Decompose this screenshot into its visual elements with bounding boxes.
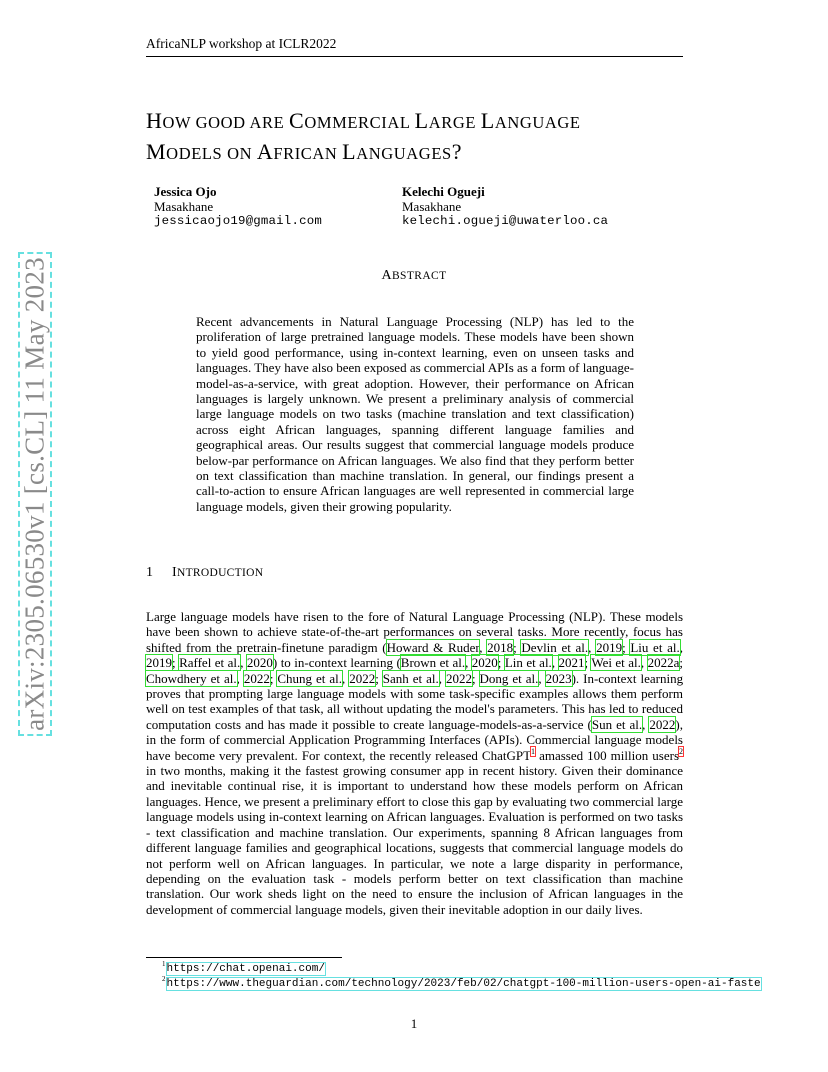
arxiv-stamp[interactable] xyxy=(18,252,52,736)
citation-link[interactable]: 2020 xyxy=(246,655,273,671)
citation-link[interactable]: Lin et al. xyxy=(504,655,552,671)
arxiv-identifier[interactable]: arXiv:2305.06530v1 [cs.CL] 11 May 2023 xyxy=(19,257,50,731)
section-heading-initial: I xyxy=(172,565,177,580)
abstract-heading-initial: A xyxy=(381,268,392,283)
author-email[interactable]: kelechi.ogueji@uwaterloo.ca xyxy=(402,214,609,228)
abstract-heading-rest: BSTRACT xyxy=(391,270,447,282)
intro-text: ). In-context learning proves that prompting large language models with some task-specific examples allows them perform well on test examples of that task, all without updating the model's parameters. This has led to reduced computation costs and has made it possible to create language-models-as-a-service ( xyxy=(146,670,684,732)
intro-text: in two months, making it the fastest growing consumer app in recent history. Given their dominance and inevitable continual rise, it is important to understand how these models perform on African languages. Hence, we present a preliminary effort to close this gap by evaluating two commercial large language models using in-context learning on African languages. Evaluation is performed on two tasks - text classification and machine translation. Our experiments, spanning 8 African languages from different language families and geographical locations, suggests that commercial language models do not perform well on African languages. In particular, we note a large disparity in performance, depending on the evaluation task - models perform better on text classification than machine translation. Our work sheds light on the need to ensure the inclusion of African languages in the development of commercial language models, given their inevitable adoption in our daily lives. xyxy=(146,763,683,917)
citation-link[interactable]: 2022a xyxy=(647,655,680,671)
footnote-url-link[interactable]: https://chat.openai.com/ xyxy=(166,963,325,975)
citation-link[interactable]: 2022 xyxy=(649,716,676,732)
footnote-url-link[interactable]: https://www.theguardian.com/technology/2023/feb/02/chatgpt-100-million-users-open-ai-faste xyxy=(166,978,761,990)
abstract-heading xyxy=(0,268,828,284)
title-word: OMMERCIAL xyxy=(304,113,415,132)
title-line-2 xyxy=(146,137,706,168)
abstract-text: Recent advancements in Natural Language Processing (NLP) has led to the proliferation of large pretrained language models. These models have been shown to yield good performance, using in-context learning, even on unseen tasks and languages. They have also been exposed as commercial APIs as a form of language-model-as-a-service, with great adoption. However, their performance on African languages is largely unknown. We present a preliminary analysis of commercial large language models on two tasks (machine translation and text classification) across eight African languages, spanning different language families and geographical areas. Our results suggest that commercial language models produce below-par performance on African languages. We also find that they perform better on text classification than machine translation. In general, our findings present a call-to-action to ensure African languages are well represented in commercial large language models, given their growing popularity. xyxy=(196,314,635,514)
citation-link[interactable]: Wei et al. xyxy=(591,655,641,671)
author-block-2 xyxy=(402,184,608,229)
citation-link[interactable]: 2022 xyxy=(349,670,376,686)
title-word: ANGUAGES xyxy=(356,144,452,163)
header-rule xyxy=(146,56,683,57)
citation-link[interactable]: Chung et al. xyxy=(277,670,342,686)
footnote-ref-link[interactable]: 2 xyxy=(679,747,683,757)
intro-text: ; xyxy=(375,670,383,686)
intro-text: ; xyxy=(584,655,592,671)
intro-text: ; xyxy=(471,670,480,686)
intro-text: amassed 100 million users xyxy=(535,747,679,763)
page-number: 1 xyxy=(410,1016,418,1031)
citation-link[interactable]: 2020 xyxy=(471,655,498,671)
title-word: ODELS ON xyxy=(166,144,257,163)
intro-text: ; xyxy=(622,639,631,655)
citation-link[interactable]: Brown et al. xyxy=(400,655,466,671)
author-email[interactable]: jessicaojo19@gmail.com xyxy=(154,214,322,228)
author-name: Kelechi Ogueji xyxy=(402,184,485,199)
introduction-paragraph: Large language models have risen to the fore of Natural Language Processing (NLP). These models have been shown to achieve state-of-the-art performances on several tasks. More recently, focus has shifted from the pretrain-finetune paradigm (Howard & Ruder, 2018; Devlin et al., 2019; Liu et al., 2019; Raffel et al., 2020) to in-context learning (Brown et al., 2020; Lin et al., 2021; Wei et al., 2022a; Chowdhery et al., 2022; Chung et al., 2022; Sanh et al., 2022; Dong et al., 2023). In-context learning proves that prompting large language models with some task-specific examples allows them perform well on test examples of that task, all without updating the model's parameters. This has led to reduced computation costs and has made it possible to create language-models-as-a-service (Sun et al., 2022), in the form of commercial Application Programming Interfaces (APIs). Commercial language models have become very prevalent. For context, the recently released ChatGPT$^1$ amassed 100 million users$^2$ in two months, making it the fastest growing consumer app in recent history. Given their dominance and inevitable continual rise, it is important to understand how these models perform on African languages. Hence, we present a preliminary effort to close this gap by evaluating two commercial large language models using in-context learning on African languages. Evaluation is performed on two tasks - text classification and machine translation. Our experiments, spanning 8 African languages from different language families and geographical locations, suggests that commercial language models do not perform well on African languages. In particular, we note a large disparity in performance, depending on the evaluation task - models perform better on text classification than machine translation. Our work sheds light on the need to ensure the inclusion of African languages in the development of commercial language models, given their inevitable adoption in our daily lives. xyxy=(146,609,684,917)
citation-link[interactable]: Liu et al. xyxy=(630,639,680,655)
title-word: L xyxy=(480,108,495,133)
footnote-2 xyxy=(162,977,761,991)
citation-link[interactable]: Raffel et al. xyxy=(179,655,241,671)
intro-text: ; xyxy=(497,655,505,671)
author-affiliation: Masakhane xyxy=(402,199,462,214)
intro-text: ; xyxy=(172,655,180,671)
citation-link[interactable]: 2019 xyxy=(146,655,172,671)
footnote-rule xyxy=(146,957,342,958)
section-heading-introduction xyxy=(146,565,263,581)
citation-link[interactable]: 2018 xyxy=(487,639,514,655)
citation-link[interactable]: 2023 xyxy=(545,670,572,686)
intro-text: ), in the form of commercial Application Programming Interfaces (APIs). Commercial language models have become very prevalent. For context, the recently released ChatGPT xyxy=(146,716,683,763)
paper-title xyxy=(146,106,706,168)
citation-link[interactable]: Howard & Ruder xyxy=(386,639,480,655)
citation-link[interactable]: Dong et al. xyxy=(479,670,539,686)
intro-text: ; xyxy=(513,639,522,655)
citation-link[interactable]: 2021 xyxy=(558,655,585,671)
title-word: ? xyxy=(451,139,463,164)
title-word: C xyxy=(289,108,305,133)
footnote-ref-link[interactable]: 1 xyxy=(531,747,536,757)
section-number: 1 xyxy=(146,565,154,580)
citation-link[interactable]: Devlin et al. xyxy=(521,639,589,655)
author-affiliation: Masakhane xyxy=(154,199,214,214)
footnote-1 xyxy=(162,962,325,976)
title-word: OW GOOD ARE xyxy=(162,113,290,132)
citation-link[interactable]: 2019 xyxy=(596,639,623,655)
citation-link[interactable]: Chowdhery et al. xyxy=(146,670,237,686)
title-word: ARGE xyxy=(428,113,481,132)
title-word: A xyxy=(256,139,274,164)
title-word: ANGUAGE xyxy=(494,113,581,132)
intro-text: Large language models have risen to the fore of Natural Language Processing (NLP). These models have been shown to achieve state-of-the-art performances on several tasks. More recently, focus has shifted from the pretrain-finetune paradigm ( xyxy=(146,609,683,655)
author-block-1 xyxy=(154,184,322,229)
footnote-mark: 1 xyxy=(162,960,166,969)
intro-text: ; xyxy=(679,655,683,671)
title-line-1 xyxy=(146,106,706,137)
footnote-mark: 2 xyxy=(162,975,166,984)
title-word: H xyxy=(146,108,163,133)
title-word: L xyxy=(414,108,429,133)
citation-link[interactable]: 2022 xyxy=(445,670,472,686)
intro-text: ; xyxy=(269,670,278,686)
running-header: AfricaNLP workshop at ICLR2022 xyxy=(146,36,337,51)
title-word: FRICAN xyxy=(273,144,343,163)
section-heading-rest: NTRODUCTION xyxy=(176,567,264,579)
citation-link[interactable]: Sun et al. xyxy=(591,716,643,732)
intro-text: ) to in-context learning ( xyxy=(272,655,401,671)
citation-link[interactable]: Sanh et al. xyxy=(382,670,439,686)
author-name: Jessica Ojo xyxy=(154,184,217,199)
title-word: L xyxy=(342,139,357,164)
title-word: M xyxy=(146,139,167,164)
citation-link[interactable]: 2022 xyxy=(243,670,270,686)
